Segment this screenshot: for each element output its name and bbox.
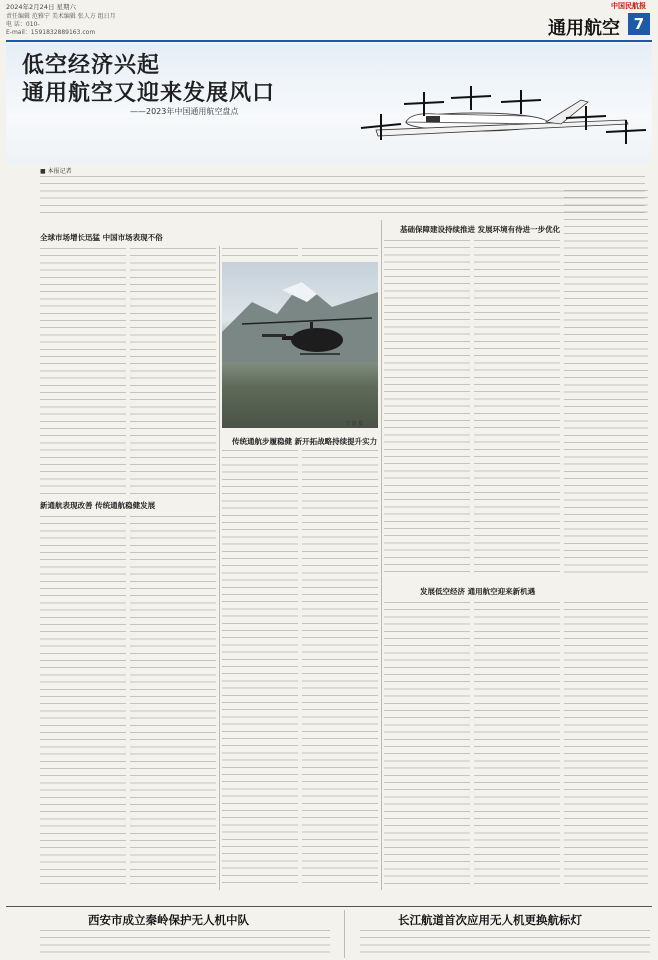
editor-info [6,13,116,37]
column-divider [219,246,220,890]
article-col-13 [474,602,560,888]
article-col-7 [222,450,298,888]
headline-line-1: 低空经济兴起 [22,52,161,78]
helicopter-photo [222,262,378,428]
article-col-4 [130,516,216,888]
issue-date: 2024年2月24日 星期六 [6,3,77,11]
helicopter-icon [222,262,378,428]
article-col-14 [564,602,648,888]
heading-infrastructure: 基础保障建设持续推进 发展环境有待进一步优化 [400,225,561,234]
article-col-8 [302,450,378,888]
article-col-12 [384,602,470,888]
email-line: E-mail：1591832889163.com [6,29,96,36]
headline-line-2: 通用航空又迎来发展风口 [22,80,276,106]
article-col-3 [40,516,126,888]
article-col-2 [130,248,216,494]
column-divider [381,220,382,890]
bottom-rule [6,906,652,907]
bottom-left-article [40,930,330,958]
heading-low-altitude: 发展低空经济 通用航空迎来新机遇 [420,587,536,596]
bottom-right-article [360,930,650,958]
article-col-11 [564,190,648,578]
bottom-divider [344,910,345,958]
article-col-9 [384,240,470,578]
newspaper-brand: 中国民航报 [611,2,646,10]
editor-line: 责任编辑 范雅宁 美术编辑 张人方 组日月 [6,13,116,20]
heading-global-market: 全球市场增长迅猛 中国市场表现不俗 [40,233,163,242]
photo-credit: 王 涛 摄 [345,421,364,427]
heading-traditional-aviation: 传统通航步履稳健 新开拓战略持续提升实力 [232,437,378,446]
bottom-left-headline: 西安市成立秦岭保护无人机中队 [88,913,249,927]
contact-line: 电 话：010- [6,21,40,28]
lead-paragraph [40,176,645,218]
article-col-1 [40,248,126,494]
masthead [0,0,658,44]
article-col-10 [474,240,560,578]
bottom-right-headline: 长江航道首次应用无人机更换航标灯 [398,913,582,927]
headline-subtitle: ——2023年中国通用航空盘点 [130,107,239,116]
page-number: 7 [628,13,650,35]
section-title: 通用航空 [548,18,620,39]
heading-new-general-aviation: 新通航表现改善 传统通航稳健发展 [40,501,156,510]
byline: ■ 本报记者 [40,168,72,175]
masthead-rule [6,40,652,42]
